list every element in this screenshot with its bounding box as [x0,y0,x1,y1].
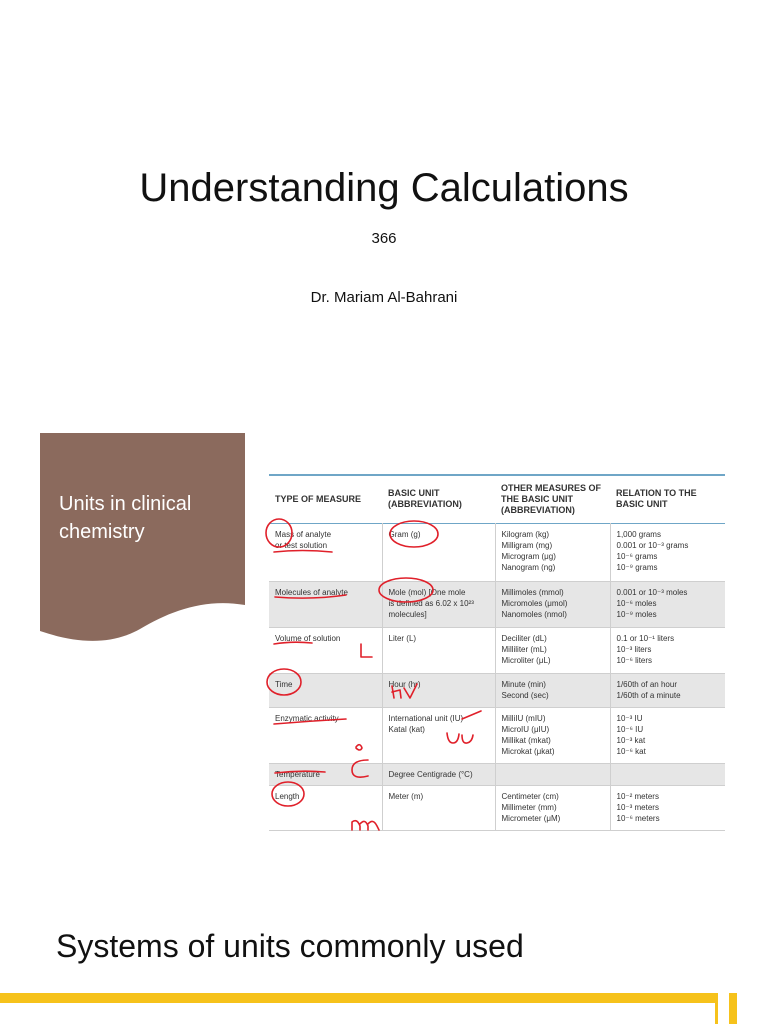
cell-line: Enzymatic activity [275,713,339,723]
cell-line: Meter (m) [388,791,424,801]
cell-line: International unit (IU) [388,713,464,723]
cell-line: 10⁻³ kat [616,735,646,745]
cell-line: 10⁻³ liters [616,644,652,654]
cell-line: Micrometer (μM) [501,813,561,823]
cell-line: 0.001 or 10⁻³ moles [616,587,688,597]
cell-other-measures [495,707,610,763]
slide-title: Understanding Calculations [139,166,629,210]
table-row [269,627,725,673]
units-table [269,474,725,831]
table-row [269,673,725,707]
header-other-measures: OTHER MEASURES OF THE BASIC UNIT (ABBREVIATION) [501,482,602,515]
cell-relation [610,673,725,707]
cell-relation [610,581,725,627]
header-type-of-measure: TYPE OF MEASURE [275,493,362,504]
table-row [269,707,725,763]
section-card [40,433,245,648]
cell-line: or test solution [275,540,328,550]
cell-line: Hour (hr) [388,679,421,689]
cell-relation [610,707,725,763]
cell-line: Millimoles (mmol) [501,587,564,597]
cell-basic-unit [382,673,495,707]
cell-line: Molecules of analyte [275,587,348,597]
course-number: 366 [371,230,397,247]
cell-basic-unit [382,523,495,581]
cell-line: Micromoles (μmol) [501,598,568,608]
cell-line: MilliIU (mIU) [501,713,546,723]
cell-line: Milligram (mg) [501,540,553,550]
cell-line: Time [275,679,293,689]
cell-line: 10⁻⁶ grams [616,551,658,561]
cell-line: 10⁻³ IU [616,713,643,723]
cell-basic-unit [382,707,495,763]
cell-line: Microgram (μg) [501,551,556,561]
cell-line: Kilogram (kg) [501,529,550,539]
cell-line: 10⁻⁶ liters [616,655,653,665]
cell-line: Milliliter (mL) [501,644,547,654]
cell-measure [269,785,382,830]
table-header-row [269,475,725,523]
cell-basic-unit [382,763,495,785]
cell-line: 1/60th of a minute [616,690,681,700]
cell-line: Temperature [275,769,320,779]
cell-line: Degree Centigrade (°C) [388,769,473,779]
cell-other-measures [495,523,610,581]
cell-line: Length [275,791,300,801]
cell-line: 10⁻⁶ moles [616,598,657,608]
section-label: Units in clinical chemistry [59,493,192,543]
author-name: Dr. Mariam Al-Bahrani [310,289,458,306]
footer-heading: Systems of units commonly used [56,928,524,964]
cell-line: Mole (mol) [One mole [388,587,466,597]
cell-line: 10⁻² meters [616,791,659,801]
cell-line: Millikat (mkat) [501,735,551,745]
cell-line: Volume of solution [275,633,341,643]
cell-line: 0.1 or 10⁻¹ liters [616,633,675,643]
table-row [269,581,725,627]
cell-line: Microliter (μL) [501,655,551,665]
cell-line: Liter (L) [388,633,417,643]
table-row [269,523,725,581]
cell-relation [610,523,725,581]
table-row [269,763,725,785]
cell-line: 10⁻⁹ grams [616,562,658,572]
cell-other-measures [495,627,610,673]
cell-other-measures [495,673,610,707]
header-relation: RELATION TO THE BASIC UNIT [616,488,697,510]
header-basic-unit: BASIC UNIT (ABBREVIATION) [388,488,462,510]
cell-line: Millimeter (mm) [501,802,557,812]
footer-accent-thin-bar [715,1001,718,1024]
cell-line: Gram (g) [388,529,421,539]
cell-measure [269,707,382,763]
cell-line: Nanogram (ng) [501,562,556,572]
cell-measure [269,581,382,627]
cell-line: Mass of analyte [275,529,332,539]
cell-relation [610,763,725,785]
cell-line: 10⁻⁹ moles [616,609,657,619]
cell-line: Katal (kat) [388,724,425,734]
cell-line: 10⁻⁶ meters [616,813,660,823]
cell-measure [269,763,382,785]
cell-line: 1,000 grams [616,529,661,539]
cell-line: Deciliter (dL) [501,633,547,643]
cell-line: molecules] [388,609,427,619]
footer-accent-vertical-bar [729,993,737,1024]
table-row [269,785,725,830]
cell-line: Centimeter (cm) [501,791,559,801]
cell-line: 0.001 or 10⁻³ grams [616,540,689,550]
cell-relation [610,627,725,673]
cell-line: 1/60th of an hour [616,679,677,689]
cell-line: Nanomoles (nmol) [501,609,567,619]
cell-measure [269,523,382,581]
cell-line: Microkat (μkat) [501,746,555,756]
cell-measure [269,673,382,707]
cell-line: 10⁻⁶ kat [616,746,646,756]
cell-measure [269,627,382,673]
cell-other-measures [495,785,610,830]
cell-basic-unit [382,581,495,627]
cell-line: 10⁻³ meters [616,802,659,812]
cell-basic-unit [382,627,495,673]
cell-line: 10⁻⁶ IU [616,724,644,734]
cell-other-measures [495,581,610,627]
cell-line: Minute (min) [501,679,546,689]
cell-relation [610,785,725,830]
cell-line: is defined as 6.02 x 10²³ [388,598,474,608]
cell-other-measures [495,763,610,785]
cell-line: Second (sec) [501,690,549,700]
footer-accent-bar [0,993,718,1003]
cell-line: MicroIU (μIU) [501,724,550,734]
cell-basic-unit [382,785,495,830]
